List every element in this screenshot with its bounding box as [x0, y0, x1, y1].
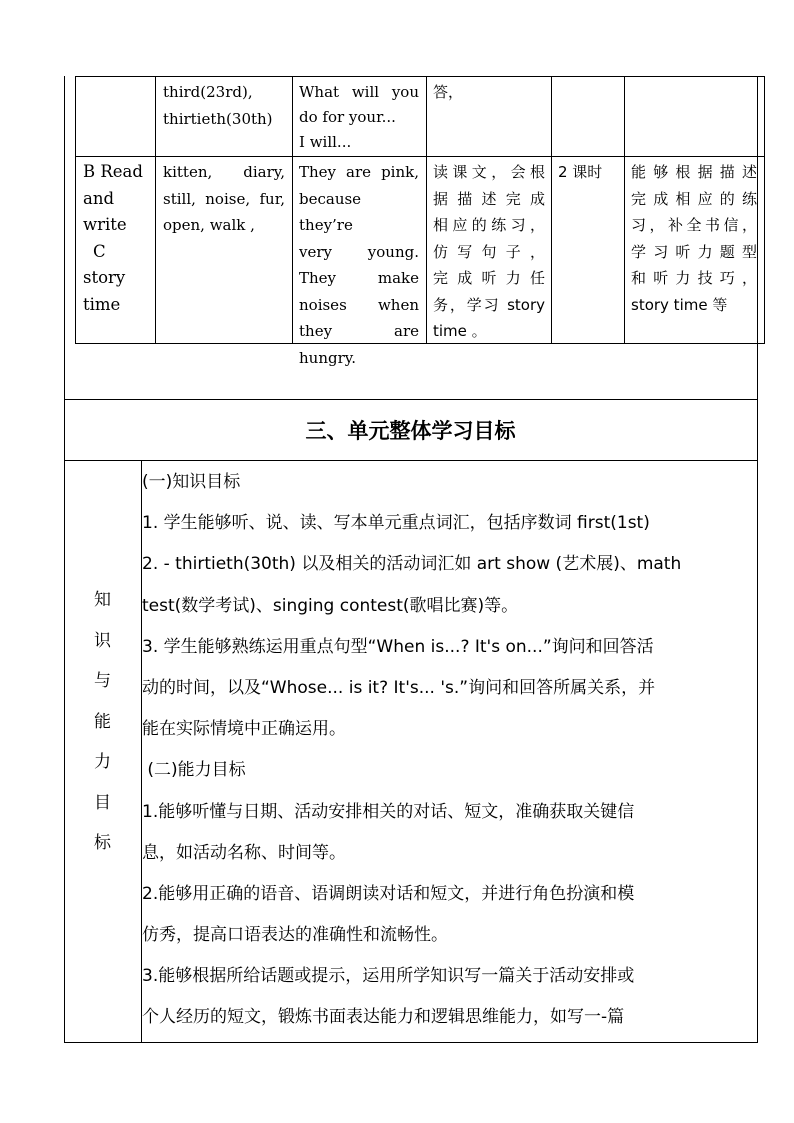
row2-goal-line: 和听力技巧，: [631, 269, 757, 287]
side-label: [64, 580, 141, 864]
col-line-6: [764, 76, 765, 344]
row1-words-line: third(23rd),: [163, 83, 253, 101]
row2-periods-cell: [558, 159, 622, 186]
row1-sentence-line: do for your...: [299, 108, 396, 126]
row2-words-line: kitten, diary,: [163, 163, 285, 181]
row2-goal-line: 学习听力题型: [631, 242, 757, 261]
row1-sentences-cell: [299, 80, 419, 155]
row2-part-line: B Read: [83, 162, 143, 181]
rule-row-split: [75, 156, 765, 157]
side-label-char: 力: [94, 752, 111, 772]
side-label-char: 目: [94, 792, 111, 813]
row2-words-cell: [163, 159, 285, 239]
row2-sentence-line: hungry.: [299, 348, 357, 367]
side-label-char: 标: [94, 833, 111, 853]
row1-words-line: thirtieth(30th): [163, 109, 273, 128]
row2-goal-line: 能够根据描述: [631, 163, 757, 181]
objective-line: 仿秀，提高口语表达的准确性和流畅性。: [142, 925, 448, 946]
row2-task-line: 仿写句子，: [433, 242, 545, 261]
objective-line: (二)能力目标: [142, 760, 246, 781]
row2-part-line: time: [83, 294, 121, 314]
row2-words-line: open, walk ,: [163, 216, 255, 234]
objective-line: 个人经历的短文，锻炼书面表达能力和逻辑思维能力，如写一-篇: [142, 1007, 625, 1028]
objective-line: test(数学考试)、singing contest(歌唱比赛)等。: [142, 595, 519, 616]
row2-sentence-line: They are pink,: [299, 163, 419, 181]
row1-tasks-cell: [433, 79, 545, 106]
row2-sentence-line: because they’re: [299, 189, 362, 234]
row2-part-line: and: [83, 188, 115, 208]
row1-sentence-line: I will...: [299, 133, 352, 151]
row1-task-line: 答，: [433, 83, 464, 101]
row2-task-line: 读课文，会根: [433, 163, 545, 181]
row2-goals-cell: [631, 159, 757, 318]
objective-line: 能在实际情境中正确运用。: [142, 719, 346, 740]
col-line-5: [624, 76, 625, 344]
rule-top: [75, 76, 765, 77]
frame-left: [64, 76, 65, 1043]
row2-goal-line: 习，补全书信，: [631, 216, 757, 234]
row2-sentence-line: They make: [299, 269, 419, 287]
rule-page-bottom: [64, 1042, 758, 1043]
row2-goal-line: 完成相应的练: [631, 189, 757, 208]
objective-line: 息，如活动名称、时间等。: [142, 842, 346, 863]
col-line-3: [426, 76, 427, 344]
row2-part-line: C: [93, 241, 106, 261]
side-label-char: 知: [94, 590, 111, 610]
col-line-2: [292, 76, 293, 344]
section-title: 三、单元整体学习目标: [305, 418, 516, 443]
row2-words-line: still, noise, fur,: [163, 189, 285, 208]
objective-line: (一)知识目标: [142, 472, 241, 492]
row2-task-line: 据描述完成: [433, 189, 545, 208]
objective-line: 2.能够用正确的语音、语调朗读对话和短文，并进行角色扮演和模: [142, 883, 635, 904]
objective-line: 3. 学生能够熟练运用重点句型“When is...? It's on...”询问和回答活: [142, 636, 654, 657]
side-label-char: 与: [94, 671, 111, 691]
objective-line: 1. 学生能够听、说、读、写本单元重点词汇，包括序数词 first(1st): [142, 513, 650, 534]
row2-task-line: time 。: [433, 322, 487, 340]
row2-periods: 2 课时: [558, 163, 603, 181]
objective-line: 动的时间，以及“Whose... is it? It's... 's.”询问和回答所属关系，并: [142, 677, 656, 698]
row2-part-line: story: [83, 268, 126, 287]
rule-table-bottom: [75, 343, 765, 344]
row2-sentence-line: noises when: [299, 295, 419, 314]
objective-line: 2. - thirtieth(30th) 以及相关的活动词汇如 art show (艺术展)、math: [142, 554, 682, 575]
row2-sentence-line: very young.: [299, 242, 419, 261]
row1-sentence-line: What will you: [299, 83, 419, 101]
side-label-char: 能: [94, 711, 111, 732]
row2-task-line: 相应的练习，: [433, 216, 545, 234]
side-label-char: 识: [94, 630, 111, 651]
row2-part-line: write: [83, 215, 127, 234]
row2-sentence-line: they are: [299, 322, 419, 340]
row2-sentences-cell: [299, 159, 419, 371]
row2-task-line: 完成听力任: [433, 269, 545, 287]
objectives-text: [142, 462, 757, 1039]
row1-words-cell: [163, 79, 285, 132]
row2-part-cell: [83, 159, 153, 318]
col-line-4: [551, 76, 552, 344]
col-line-1: [155, 76, 156, 344]
row2-task-line: 务，学习 story: [433, 295, 545, 314]
objective-line: 1.能够听懂与日期、活动安排相关的对话、短文，准确获取关键信: [142, 801, 635, 822]
objective-line: 3.能够根据所给话题或提示，运用所学知识写一篇关于活动安排或: [142, 966, 635, 987]
rule-section-bottom: [64, 460, 758, 461]
frame-right: [757, 76, 758, 1043]
row2-goal-line: story time 等: [631, 295, 728, 314]
row2-tasks-cell: [433, 159, 545, 345]
col-line-0: [75, 76, 76, 344]
